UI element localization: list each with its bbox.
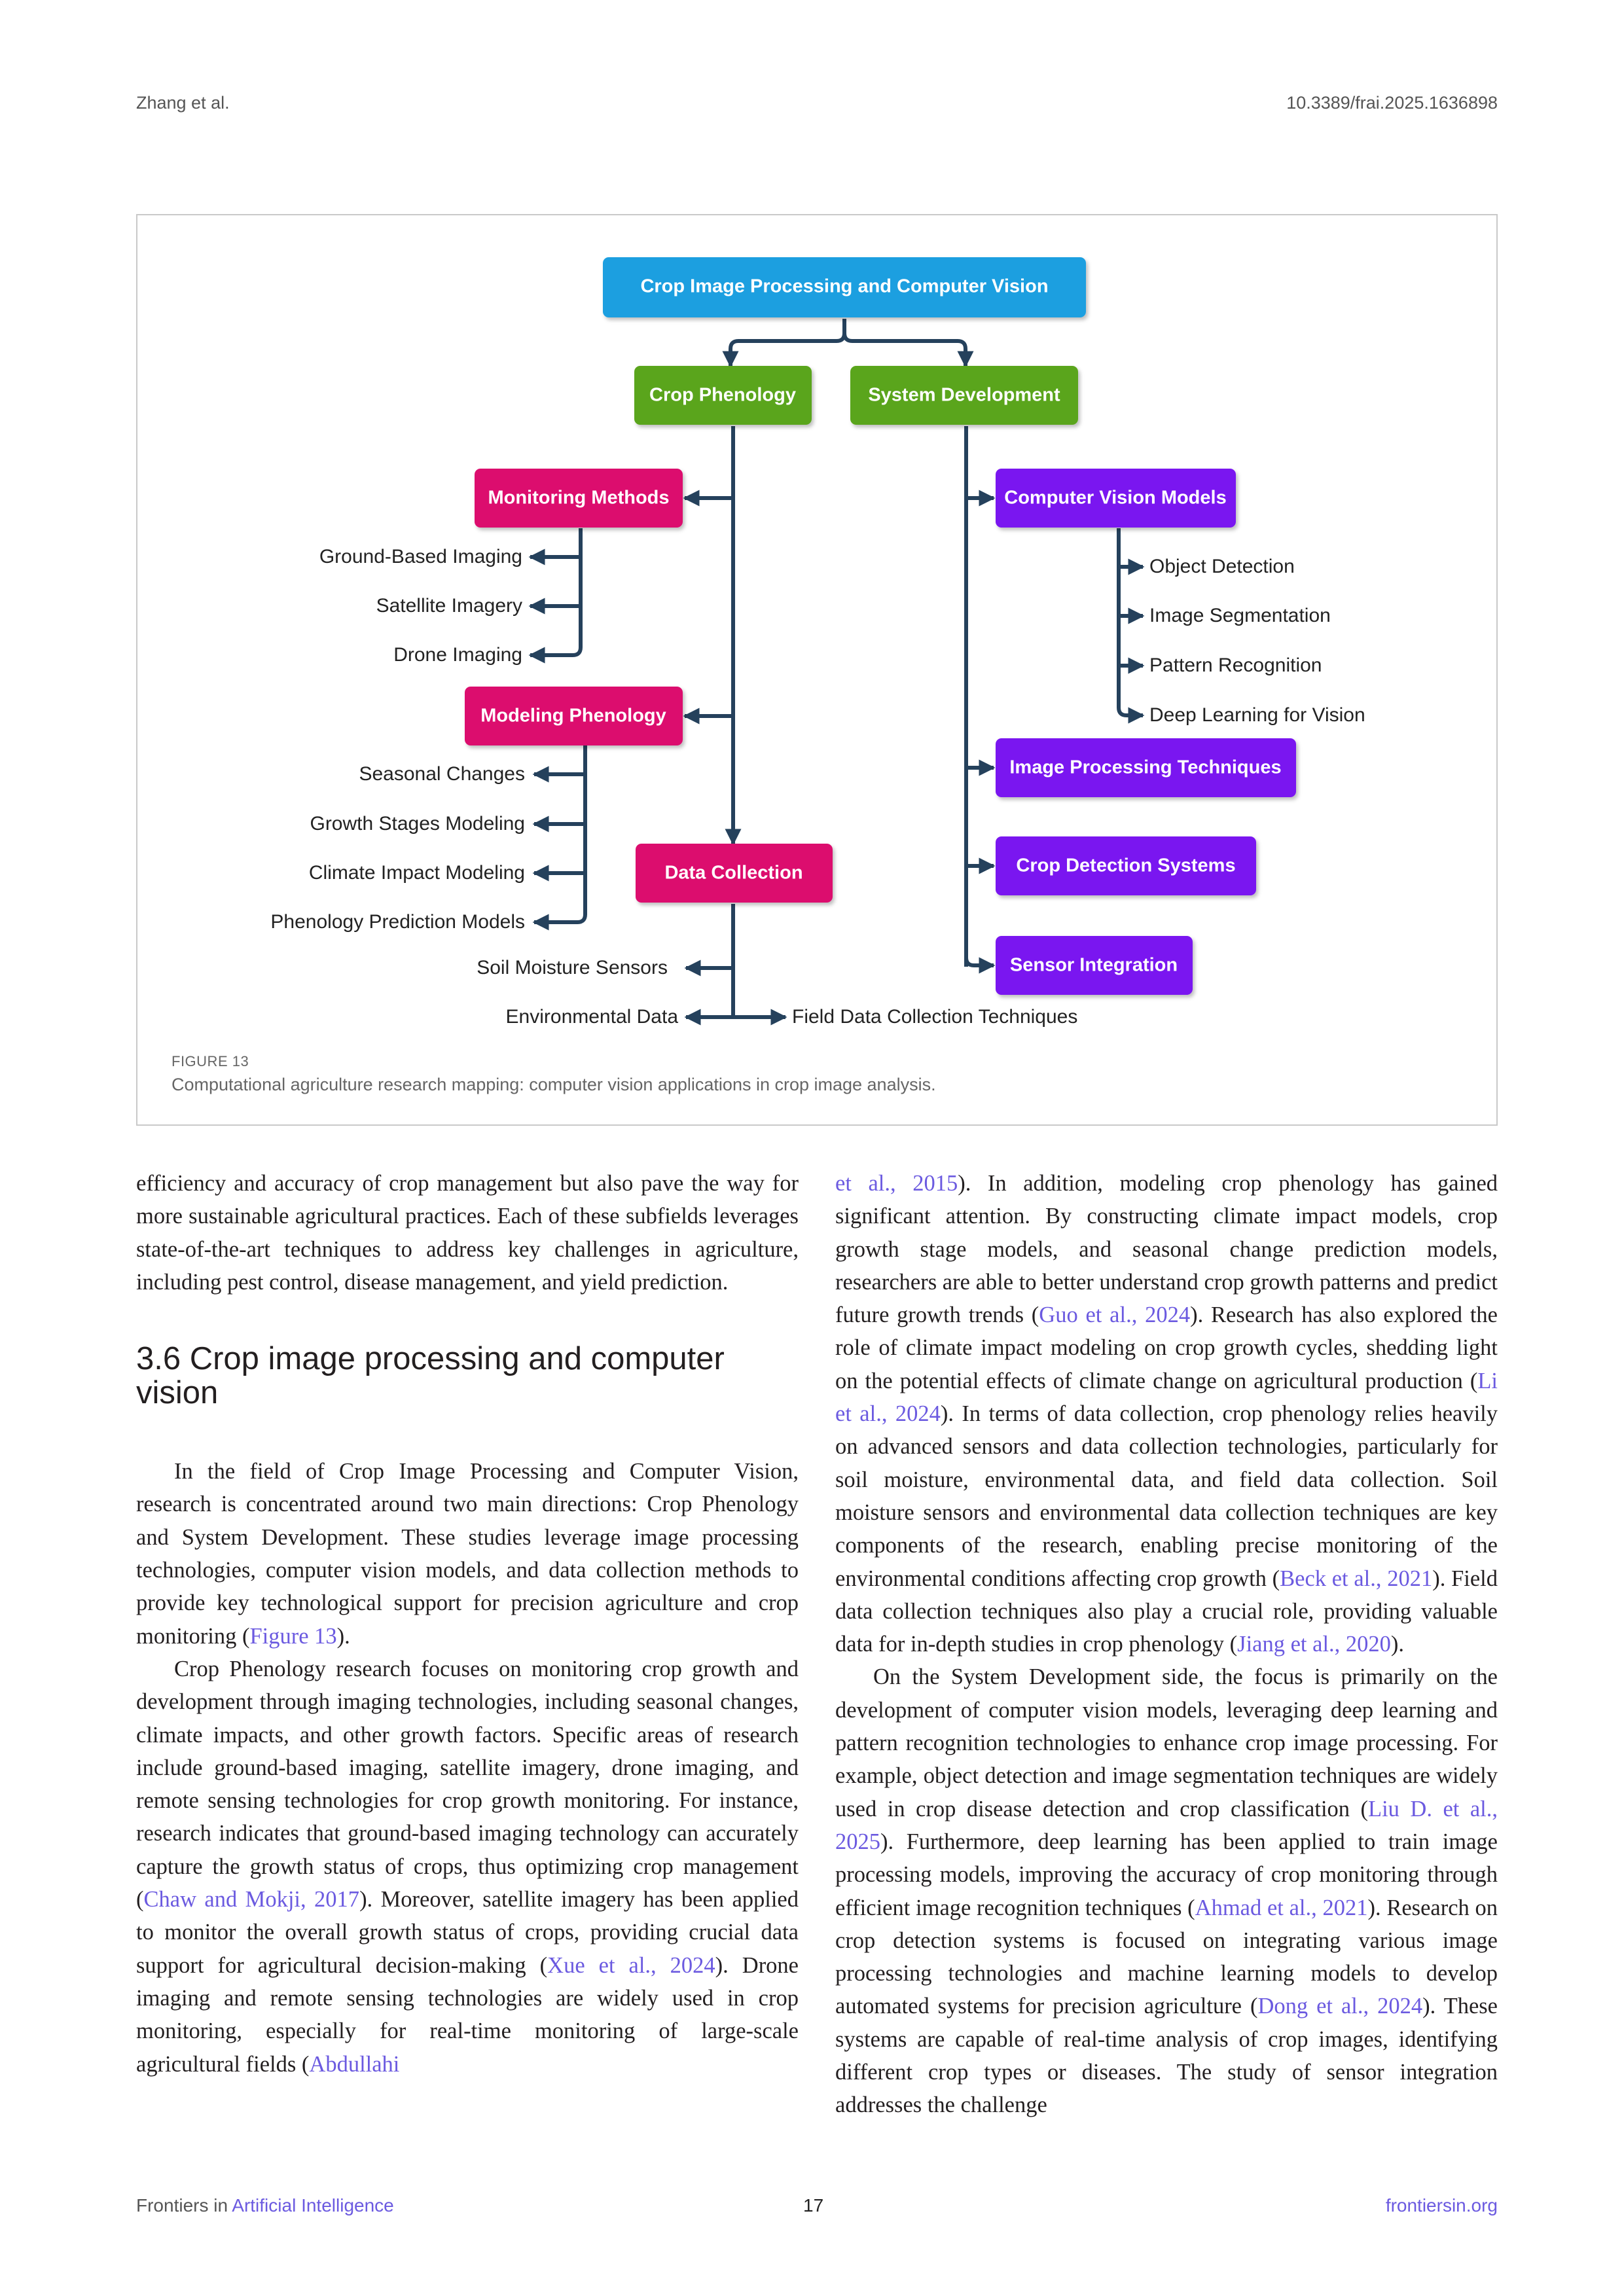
citation-link[interactable]: Xue et al., 2024 (547, 1952, 715, 1978)
node-sensor-integration-label: Sensor Integration (1009, 954, 1178, 976)
leaf-satellite-imagery: Satellite Imagery (376, 594, 522, 617)
paragraph-text: ). In terms of data collection, crop phenology relies heavily on advanced sensors and data collection technologies, particularly for soil moisture, environmental data, and field data collection. Soil moisture sensors and environmental data collection techniques are key components of the research, enabling precise monitoring of the environmental conditions affecting crop growth ( (835, 1401, 1498, 1591)
paragraph-text: ). Furthermore, deep learning has been applied to train image processing models, improving the accuracy of crop monitoring through efficient image recognition techniques ( (835, 1829, 1498, 1920)
paragraph-text: Crop Phenology research focuses on monitoring crop growth and development through imaging technologies, including seasonal changes, climate impacts, and other growth factors. Specific areas of research include ground-based imaging, satellite imagery, drone imaging, and remote sensing technologies for crop growth monitoring. For instance, research indicates that ground-based imaging technology can accurately capture the growth status of crops, thus optimizing crop management ( (136, 1656, 799, 1912)
node-root (603, 257, 1086, 317)
paragraph-text: ). (336, 1623, 350, 1649)
citation-link[interactable]: Li et al., 2024 (835, 1368, 1498, 1427)
node-crop-detection-systems (996, 836, 1256, 895)
paragraph-text: ). Moreover, satellite imagery has been applied to monitor the overall growth status of crops, providing crucial data support for agricultural decision-making ( (136, 1887, 799, 1978)
node-sensor-integration (996, 936, 1193, 995)
section-heading: 3.6 Crop image processing and computer vision (136, 1341, 725, 1411)
paragraph-system-development (835, 1660, 1498, 2121)
running-header-authors: Zhang et al. (136, 93, 230, 113)
paragraph-phenology-continued (835, 1167, 1498, 1660)
leaf-drone-imaging: Drone Imaging (393, 643, 522, 666)
citation-link[interactable]: Jiang et al., 2020 (1237, 1632, 1391, 1657)
leaf-image-segmentation: Image Segmentation (1149, 604, 1331, 626)
leaf-phenology-prediction-models: Phenology Prediction Models (270, 910, 525, 933)
paragraph-text: ). Field data collection techniques also play a crucial role, providing valuable data for in-depth studies in crop phenology ( (835, 1566, 1498, 1657)
paragraph-intro: efficiency and accuracy of crop management but also pave the way for more sustainable agricultural practices. Each of these subfields leverages state-of-the-art techniques to address key challenges in agriculture, including pest control, disease management, and yield prediction. (136, 1171, 799, 1295)
paragraph-text: ). Research has also explored the role of climate impact modeling on crop growth cycles, shedding light on the potential effects of climate change on agricultural production ( (835, 1302, 1498, 1393)
footer-journal (136, 2195, 394, 2216)
node-crop-phenology-label: Crop Phenology (649, 384, 796, 406)
paragraph-text: ). These systems are capable of real-time analysis of crop images, identifying different crop types or diseases. The study of sensor integration addresses the challenge (835, 1994, 1498, 2118)
paragraph-text: ). Research on crop detection systems is focused on integrating various image processing technologies and machine learning models to develop automated systems for precision agriculture ( (835, 1895, 1498, 2019)
node-system-development-label: System Development (868, 384, 1060, 406)
leaf-deep-learning-for-vision: Deep Learning for Vision (1149, 704, 1365, 726)
figure-caption: Computational agriculture research mapping: computer vision applications in crop image analysis. (171, 1075, 936, 1094)
leaf-soil-moisture-sensors: Soil Moisture Sensors (477, 956, 668, 978)
figure-label: FIGURE 13 (171, 1053, 249, 1069)
leaf-climate-impact-modeling: Climate Impact Modeling (308, 861, 525, 884)
paragraph-crop-phenology (136, 1653, 799, 2081)
node-computer-vision-models (996, 469, 1236, 528)
node-data-collection-label: Data Collection (664, 862, 803, 884)
node-modeling-phenology (465, 687, 683, 745)
leaf-growth-stages-modeling: Growth Stages Modeling (310, 812, 525, 834)
footer-journal-prefix: Frontiers in (136, 2195, 228, 2215)
node-root-label: Crop Image Processing and Computer Vision (640, 276, 1049, 297)
paragraph-text: On the System Development side, the focus is primarily on the development of computer vision models, leveraging deep learning and pattern recognition technologies to enhance crop image processing. For example, object detection and image segmentation techniques are widely used in crop disease detection and crop classification ( (835, 1664, 1498, 1821)
paragraph-text: ). Drone imaging and remote sensing technologies are widely used in crop monitoring, especially for real-time monitoring of large-scale agricultural fields ( (136, 1952, 799, 2077)
figure-link[interactable]: Figure 13 (249, 1623, 337, 1649)
node-monitoring-methods-label: Monitoring Methods (488, 487, 670, 509)
paragraph-text: In the field of Crop Image Processing and Computer Vision, research is concentrated around two main directions: Crop Phenology and System Development. These studies leverage image processing technologies, computer vision models, and data collection methods to provide key technological support for precision agriculture and crop monitoring ( (136, 1459, 799, 1649)
paragraph-text: ). In addition, modeling crop phenology has gained significant attention. By constructing climate impact models, crop growth stage models, and seasonal change prediction models, researchers are able to better understand crop growth patterns and predict future growth trends ( (835, 1171, 1498, 1328)
leaf-ground-based-imaging: Ground-Based Imaging (319, 545, 522, 567)
citation-link[interactable]: Beck et al., 2021 (1280, 1566, 1433, 1591)
paragraph-overview (136, 1455, 799, 1653)
citation-link[interactable]: et al., 2015 (835, 1171, 958, 1196)
citation-link[interactable]: Guo et al., 2024 (1039, 1302, 1191, 1328)
citation-link[interactable]: Dong et al., 2024 (1257, 1994, 1423, 2019)
leaf-pattern-recognition: Pattern Recognition (1149, 654, 1322, 676)
citation-link[interactable]: Chaw and Mokji, 2017 (143, 1887, 360, 1912)
paragraph-text: ). (1390, 1632, 1405, 1657)
node-crop-phenology (634, 366, 812, 425)
citation-link[interactable]: Abdullahi (309, 2051, 400, 2077)
figure-13 (136, 214, 1498, 1126)
page-number: 17 (803, 2195, 824, 2215)
leaf-field-data-collection-techniques: Field Data Collection Techniques (792, 1005, 1078, 1028)
leaf-seasonal-changes: Seasonal Changes (359, 762, 525, 785)
node-crop-detection-systems-label: Crop Detection Systems (1016, 855, 1236, 876)
right-column (835, 1167, 1498, 2122)
leaf-environmental-data: Environmental Data (505, 1005, 678, 1028)
node-system-development (850, 366, 1078, 425)
node-data-collection (636, 844, 833, 903)
citation-link[interactable]: Ahmad et al., 2021 (1195, 1895, 1368, 1920)
footer-site-link[interactable]: frontiersin.org (1385, 2195, 1498, 2215)
node-computer-vision-models-label: Computer Vision Models (1004, 487, 1227, 509)
node-image-processing-techniques-label: Image Processing Techniques (1009, 757, 1282, 778)
left-column (136, 1167, 799, 2081)
citation-link[interactable]: Liu D. et al., 2025 (835, 1796, 1498, 1854)
node-modeling-phenology-label: Modeling Phenology (480, 705, 666, 726)
running-header-doi: 10.3389/frai.2025.1636898 (1286, 93, 1498, 113)
mind-map-diagram (137, 215, 1498, 1126)
footer-journal-link[interactable]: Artificial Intelligence (232, 2195, 394, 2215)
node-monitoring-methods (475, 469, 683, 528)
node-image-processing-techniques (996, 738, 1296, 797)
leaf-object-detection: Object Detection (1149, 555, 1295, 577)
